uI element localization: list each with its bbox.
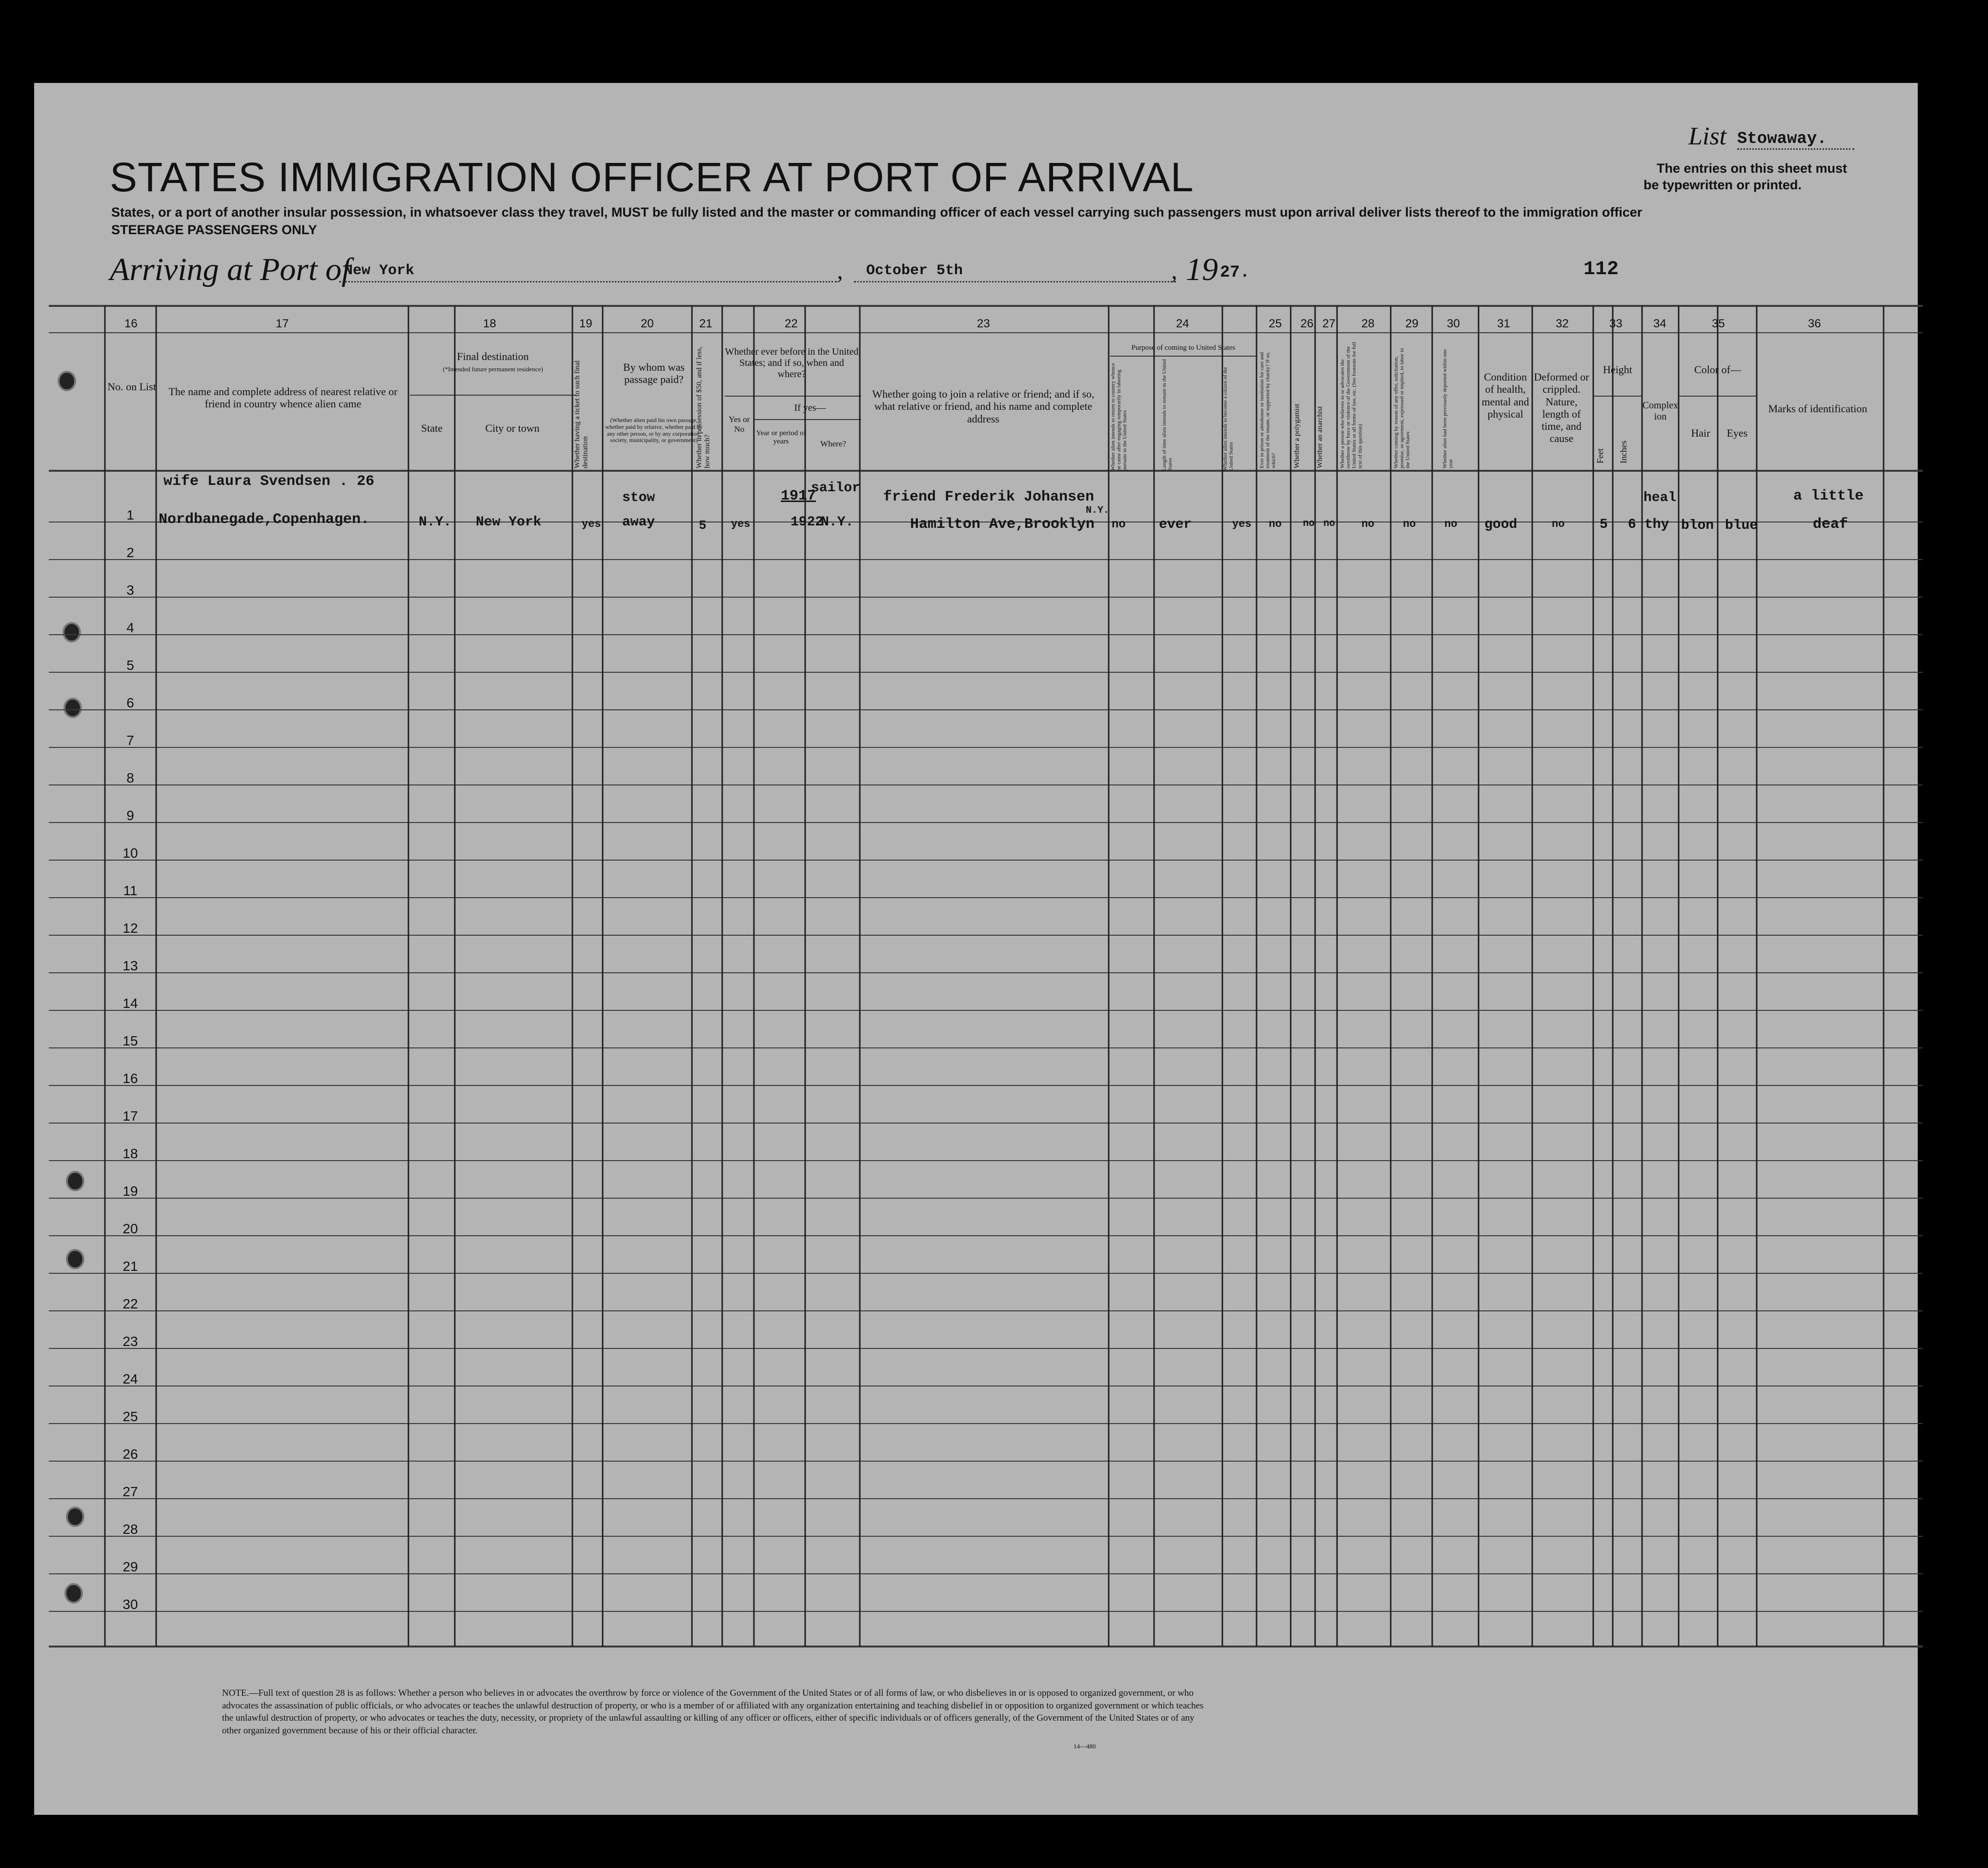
entry-feet: 5 bbox=[1600, 517, 1608, 532]
row-number: 21 bbox=[122, 1259, 138, 1274]
header-anarchist: Whether an anarchist bbox=[1316, 406, 1324, 468]
col-num-26: 26 bbox=[1300, 317, 1314, 330]
col-num-27: 27 bbox=[1322, 317, 1336, 330]
row-number: 1 bbox=[126, 507, 134, 522]
row-number: 8 bbox=[126, 770, 134, 785]
col-num-36: 36 bbox=[1808, 317, 1821, 330]
header-passage-sub: (Whether alien paid his own passage, whether paid by relative, whether paid by any other person, or by any corporation, society, municipality, or government) bbox=[605, 417, 703, 444]
col-num-32: 32 bbox=[1556, 317, 1569, 330]
date-value: October 5th bbox=[866, 262, 963, 279]
header-where: Where? bbox=[820, 439, 846, 448]
header-ticket: Whether having a ticket to such final destination bbox=[573, 360, 589, 468]
entry-relative-line2: Nordbanegade,Copenhagen. bbox=[159, 511, 370, 528]
row-number: 25 bbox=[122, 1409, 138, 1424]
entry-eyes: blue bbox=[1725, 518, 1758, 533]
row-number: 6 bbox=[126, 695, 134, 710]
header-passage-paid: By whom was passage paid? bbox=[623, 361, 685, 386]
header-money: Whether in possession of $50, and if less, how much? bbox=[695, 346, 711, 468]
entry-labor: no bbox=[1403, 518, 1416, 530]
header-purpose: Purpose of coming to United States bbox=[1131, 344, 1236, 352]
header-joining: Whether going to join a relative or friend; and if so, what relative or friend, and his name and complete address bbox=[872, 388, 1095, 425]
list-label: List bbox=[1688, 122, 1727, 150]
sheet-number: 112 bbox=[1583, 259, 1619, 281]
header-feet: Feet bbox=[1595, 448, 1605, 463]
col-num-29: 29 bbox=[1405, 317, 1419, 330]
entry-marks-line1: a little bbox=[1793, 488, 1864, 504]
footnote-text: NOTE.—Full text of question 28 is as follows: Whether a person who believes in or advocates the overthrow by force or violence of the Government of the United States or of all forms of law, or who disbelieves in or is opposed to organized government, or who advocates the assassination of public officials, or who advocates or teaches the unlawful destruction of property, or who is a member of or affiliated with any organization entertaining and teaching disbelief in or opposition to organized government or which teaches the unlawful destruction of property, or who advocates or teaches the duty, necessity, or propriety of the unlawful assaulting or killing of any officer or officers, either of specific individuals or of officers generally, of the Government of the United States or of any other organized government because of his or their official character. bbox=[222, 1688, 1204, 1736]
list-value: Stowaway. bbox=[1737, 130, 1854, 150]
header-state: State bbox=[421, 422, 443, 434]
entry-relative-line1: wife Laura Svendsen . 26 bbox=[163, 473, 375, 490]
header-before-in-us: Whether ever before in the United States; and if so, when and where? bbox=[725, 346, 859, 380]
entries-note-2: be typewritten or printed. bbox=[1643, 178, 1802, 192]
col-num-21: 21 bbox=[699, 317, 712, 330]
header-relative: The name and complete address of nearest relative or friend in country whence alien came bbox=[168, 385, 398, 410]
date-comma: , bbox=[1171, 257, 1177, 284]
entry-overthrow: no bbox=[1361, 518, 1375, 530]
entry-passage-line1: stow bbox=[622, 490, 655, 505]
header-height: Height bbox=[1603, 363, 1632, 376]
header-no-on-list: No. on List bbox=[107, 381, 156, 393]
row-number: 13 bbox=[122, 958, 138, 973]
entry-health: good bbox=[1484, 517, 1518, 532]
header-marks: Marks of identification bbox=[1768, 402, 1867, 415]
year-suffix: 27. bbox=[1220, 263, 1250, 282]
header-complexion: Complexion bbox=[1642, 400, 1679, 422]
row-number: 14 bbox=[122, 996, 138, 1011]
entry-complexion-line1: heal bbox=[1643, 490, 1677, 505]
row-number: 10 bbox=[122, 845, 138, 861]
col-num-18: 18 bbox=[483, 317, 496, 330]
header-overthrow: Whether a person who believes in or advocates the overthrow by force or violence of the Government of the United States or all forms of law, etc. (See footnote for full text of this question) bbox=[1339, 341, 1363, 468]
entry-passage-line2: away bbox=[622, 515, 655, 530]
port-comma: , bbox=[837, 257, 843, 284]
row-number: 4 bbox=[126, 620, 134, 635]
row-number: 22 bbox=[122, 1296, 138, 1311]
col-num-16: 16 bbox=[124, 317, 138, 330]
header-inches: Inches bbox=[1619, 441, 1628, 463]
row-number: 29 bbox=[122, 1559, 138, 1574]
entry-marks-line2: deaf bbox=[1813, 516, 1848, 533]
form-code: 14—480 bbox=[1074, 1743, 1096, 1750]
header-hair: Hair bbox=[1691, 427, 1710, 439]
page-title: STATES IMMIGRATION OFFICER AT PORT OF ARRIVAL bbox=[110, 154, 1194, 200]
row-number: 19 bbox=[122, 1184, 138, 1199]
entry-polygamist: no bbox=[1303, 518, 1315, 529]
row-number: 15 bbox=[122, 1033, 138, 1048]
entry-joining-line2: Hamilton Ave,Brooklyn bbox=[910, 516, 1095, 533]
entry-prison: no bbox=[1269, 518, 1282, 530]
entry-money: 5 bbox=[699, 518, 707, 533]
entry-citizen: yes bbox=[1232, 518, 1252, 530]
row-number: 18 bbox=[122, 1146, 138, 1161]
row-number: 17 bbox=[122, 1108, 138, 1124]
row-number: 3 bbox=[126, 582, 134, 598]
entry-ticket: yes bbox=[582, 518, 601, 530]
entry-length: ever bbox=[1159, 517, 1192, 532]
arriving-label: Arriving at Port of bbox=[110, 252, 351, 287]
col-num-31: 31 bbox=[1497, 317, 1510, 330]
header-final-destination-sub: (*Intended future permanent residence) bbox=[443, 365, 543, 373]
header-year: Year or period of years bbox=[756, 429, 806, 446]
entry-where-line2: N.Y. bbox=[821, 515, 854, 530]
entry-city: New York bbox=[476, 515, 542, 530]
entry-year-line2: 1922 bbox=[791, 515, 824, 530]
header-health: Condition of health, mental and physical bbox=[1481, 371, 1529, 420]
header-eyes: Eyes bbox=[1726, 427, 1748, 439]
row-number: 5 bbox=[126, 658, 134, 673]
row-number: 28 bbox=[122, 1522, 138, 1537]
year-prefix: 19 bbox=[1186, 252, 1218, 287]
entries-note-1: The entries on this sheet must bbox=[1657, 161, 1847, 176]
col-num-20: 20 bbox=[641, 317, 654, 330]
header-color-of: Color of— bbox=[1694, 363, 1741, 376]
entry-deformed: no bbox=[1552, 518, 1565, 530]
header-deported: Whether alien had been previously deported within one year bbox=[1442, 349, 1454, 468]
col-num-24: 24 bbox=[1176, 317, 1189, 330]
header-yes-no: Yes or No bbox=[729, 415, 750, 434]
port-value: New York bbox=[344, 262, 415, 279]
header-length: Length of time alien intends to remain in the United States bbox=[1161, 359, 1174, 471]
row-number: 26 bbox=[122, 1446, 138, 1462]
row-number: 11 bbox=[123, 883, 138, 898]
header-prison: Ever in prison or almshouse or institution for care and treatment of the insane, or supported by charity? If so, which? bbox=[1259, 352, 1277, 468]
col-num-17: 17 bbox=[276, 317, 289, 330]
entry-anarchist: no bbox=[1323, 518, 1336, 529]
row-number: 24 bbox=[122, 1371, 138, 1386]
col-num-33: 33 bbox=[1609, 317, 1623, 330]
entry-hair: blon bbox=[1681, 518, 1714, 533]
col-num-25: 25 bbox=[1269, 317, 1282, 330]
row-number: 12 bbox=[122, 921, 138, 936]
header-labor: Whether coming by reason of any offer, solicitation, promise, or agreement, expressed or implied, to labor in the United States bbox=[1393, 348, 1411, 468]
col-num-19: 19 bbox=[579, 317, 592, 330]
entry-return: no bbox=[1112, 518, 1126, 531]
header-final-destination: Final destination bbox=[457, 350, 529, 362]
col-num-30: 30 bbox=[1447, 317, 1460, 330]
entry-complexion-line2: thy bbox=[1644, 517, 1669, 532]
row-number: 23 bbox=[122, 1334, 138, 1349]
row-number: 9 bbox=[126, 808, 134, 823]
entry-year-line1: 1917 bbox=[781, 488, 816, 504]
header-deformed: Deformed or crippled. Nature, length of time, and cause bbox=[1534, 371, 1589, 445]
subtitle: States, or a port of another insular possession, in whatsoever class they travel, MUST be fully listed and the master or commanding officer of each vessel carrying such passengers must upon arrival deliver lists thereof to the immigration officer bbox=[111, 205, 1643, 220]
col-num-22: 22 bbox=[785, 317, 798, 330]
entry-inches: 6 bbox=[1628, 517, 1636, 532]
entry-joining-ny: N.Y. bbox=[1086, 505, 1110, 516]
row-number: 7 bbox=[126, 733, 134, 748]
col-num-28: 28 bbox=[1361, 317, 1375, 330]
col-num-23: 23 bbox=[977, 317, 990, 330]
header-return: Whether alien intends to return to country whence he came after engaging temporarily in laboring pursuits in the United States bbox=[1110, 363, 1128, 471]
row-number: 27 bbox=[122, 1484, 138, 1499]
steerage-label: STEERAGE PASSENGERS ONLY bbox=[111, 222, 317, 237]
header-if-yes: If yes— bbox=[794, 402, 826, 413]
row-number: 30 bbox=[122, 1597, 138, 1612]
entry-joining-line1: friend Frederik Johansen bbox=[883, 489, 1095, 505]
header-citizen: Whether alien intends to become a citizen of the United States bbox=[1222, 367, 1235, 471]
col-num-34: 34 bbox=[1653, 317, 1666, 330]
row-number: 16 bbox=[122, 1071, 138, 1086]
header-city: City or town bbox=[485, 422, 540, 434]
entry-state: N.Y. bbox=[419, 515, 452, 530]
entry-deported: no bbox=[1444, 518, 1458, 530]
row-number: 20 bbox=[122, 1221, 138, 1236]
col-num-35: 35 bbox=[1712, 317, 1725, 330]
header-polygamist: Whether a polygamist bbox=[1293, 403, 1301, 468]
row-number: 2 bbox=[126, 545, 134, 560]
entry-before: yes bbox=[731, 518, 751, 530]
entry-where-line1: sailor bbox=[811, 481, 860, 496]
